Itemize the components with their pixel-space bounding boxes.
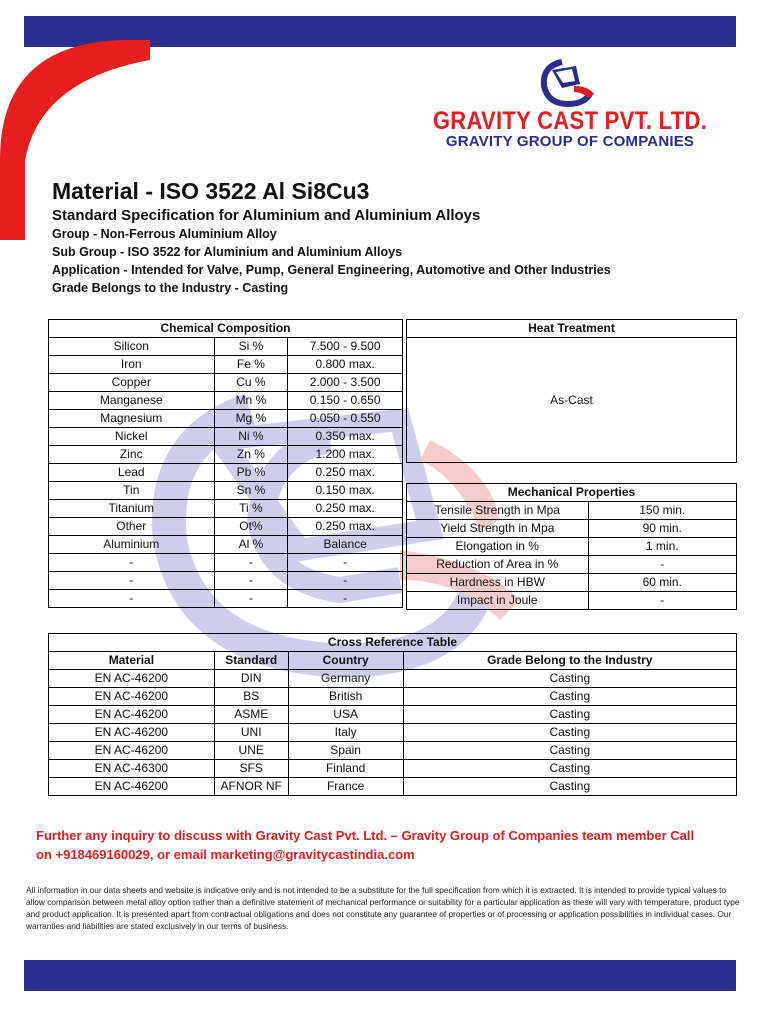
- cross-reference-row: [49, 724, 737, 742]
- cross-reference-row-cell: UNE: [214, 742, 288, 760]
- cross-reference-row-cell: France: [288, 778, 403, 796]
- chemical-row-cell: 0.350 max.: [288, 428, 403, 446]
- cross-reference-row: [49, 706, 737, 724]
- cross-reference-row-cell: Italy: [288, 724, 403, 742]
- chemical-row-cell: Aluminium: [49, 536, 215, 554]
- header-country: Country: [288, 652, 403, 670]
- chemical-row-cell: -: [49, 590, 215, 608]
- mechanical-properties-title: Mechanical Properties: [407, 484, 737, 502]
- mechanical-row-cell: 60 min.: [588, 574, 737, 592]
- mechanical-row-cell: Reduction of Area in %: [407, 556, 589, 574]
- cross-reference-row-cell: EN AC-46200: [49, 742, 215, 760]
- chemical-row-cell: Other: [49, 518, 215, 536]
- cross-reference-row: [49, 778, 737, 796]
- chemical-row: [49, 590, 403, 608]
- header-grade-industry: Grade Belong to the Industry: [403, 652, 736, 670]
- cross-reference-row-cell: Germany: [288, 670, 403, 688]
- chemical-row: [49, 482, 403, 500]
- chemical-row-cell: Si %: [214, 338, 288, 356]
- mechanical-row: [407, 502, 737, 520]
- cross-reference-row-cell: EN AC-46200: [49, 670, 215, 688]
- group-line: Group - Non-Ferrous Aluminium Alloy: [52, 227, 277, 241]
- cross-reference-row-cell: UNI: [214, 724, 288, 742]
- cross-reference-row-cell: USA: [288, 706, 403, 724]
- chemical-row-cell: Al %: [214, 536, 288, 554]
- heat-treatment-title: Heat Treatment: [407, 320, 737, 338]
- chemical-row: [49, 554, 403, 572]
- mechanical-row-cell: 90 min.: [588, 520, 737, 538]
- mechanical-row-cell: 150 min.: [588, 502, 737, 520]
- cross-reference-table: [48, 633, 737, 796]
- cross-reference-row-cell: Casting: [403, 670, 736, 688]
- chemical-row-cell: Ot%: [214, 518, 288, 536]
- chemical-composition-title: Chemical Composition: [49, 320, 403, 338]
- bottom-footer-band: [24, 960, 736, 991]
- company-name: GRAVITY CAST PVT. LTD.: [432, 106, 708, 135]
- sub-group-line: Sub Group - ISO 3522 for Aluminium and Aluminium Alloys: [52, 245, 403, 259]
- mechanical-row: [407, 592, 737, 610]
- chemical-row: [49, 518, 403, 536]
- chemical-row-cell: Copper: [49, 374, 215, 392]
- chemical-row-cell: 1.200 max.: [288, 446, 403, 464]
- chemical-row-cell: -: [49, 554, 215, 572]
- heat-treatment-table: [406, 319, 737, 463]
- chemical-row-cell: 2.000 - 3.500: [288, 374, 403, 392]
- chemical-row-cell: Nickel: [49, 428, 215, 446]
- mechanical-row: [407, 520, 737, 538]
- chemical-row-cell: Tin: [49, 482, 215, 500]
- chemical-row-cell: Ni %: [214, 428, 288, 446]
- chemical-row-cell: -: [288, 554, 403, 572]
- cross-reference-row-cell: BS: [214, 688, 288, 706]
- mechanical-row: [407, 556, 737, 574]
- mechanical-row-cell: Hardness in HBW: [407, 574, 589, 592]
- cross-reference-row-cell: EN AC-46300: [49, 760, 215, 778]
- cross-reference-row: [49, 688, 737, 706]
- chemical-row-cell: Pb %: [214, 464, 288, 482]
- gravity-cast-logo-icon: [538, 58, 598, 108]
- grade-industry-line: Grade Belongs to the Industry - Casting: [52, 281, 289, 295]
- chemical-row-cell: Balance: [288, 536, 403, 554]
- chemical-row-cell: Sn %: [214, 482, 288, 500]
- application-line: Application - Intended for Valve, Pump, General Engineering, Automotive and Other Industries: [52, 263, 611, 277]
- header-material: Material: [49, 652, 215, 670]
- chemical-row-cell: 0.250 max.: [288, 518, 403, 536]
- inquiry-line-1: Further any inquiry to discuss with Gravity Cast Pvt. Ltd. – Gravity Group of Companies team member Call: [36, 828, 695, 843]
- mechanical-row: [407, 538, 737, 556]
- cross-reference-row-cell: EN AC-46200: [49, 688, 215, 706]
- cross-reference-row: [49, 742, 737, 760]
- mechanical-row-cell: Yield Strength in Mpa: [407, 520, 589, 538]
- chemical-row-cell: Magnesium: [49, 410, 215, 428]
- chemical-row: [49, 446, 403, 464]
- chemical-row-cell: 0.250 max.: [288, 464, 403, 482]
- chemical-row: [49, 392, 403, 410]
- mechanical-row-cell: -: [588, 556, 737, 574]
- chemical-composition-table: [48, 319, 403, 608]
- inquiry-notice: [36, 826, 736, 864]
- cross-reference-row-cell: EN AC-46200: [49, 724, 215, 742]
- chemical-row-cell: Fe %: [214, 356, 288, 374]
- cross-reference-row-cell: SFS: [214, 760, 288, 778]
- cross-reference-row-cell: British: [288, 688, 403, 706]
- header-standard: Standard: [214, 652, 288, 670]
- chemical-row: [49, 338, 403, 356]
- chemical-row-cell: Manganese: [49, 392, 215, 410]
- mechanical-row: [407, 574, 737, 592]
- cross-reference-row-cell: EN AC-46200: [49, 706, 215, 724]
- material-title: Material - ISO 3522 Al Si8Cu3: [52, 178, 370, 204]
- cross-reference-row-cell: Casting: [403, 688, 736, 706]
- chemical-row-cell: 0.800 max.: [288, 356, 403, 374]
- chemical-row-cell: Titanium: [49, 500, 215, 518]
- chemical-row-cell: Zn %: [214, 446, 288, 464]
- cross-reference-row-cell: EN AC-46200: [49, 778, 215, 796]
- cross-reference-row-cell: DIN: [214, 670, 288, 688]
- mechanical-properties-table: [406, 483, 737, 610]
- chemical-row-cell: -: [214, 572, 288, 590]
- chemical-row-cell: Iron: [49, 356, 215, 374]
- chemical-row: [49, 428, 403, 446]
- chemical-row-cell: Ti %: [214, 500, 288, 518]
- cross-reference-row-cell: ASME: [214, 706, 288, 724]
- cross-reference-row: [49, 760, 737, 778]
- mechanical-row-cell: -: [588, 592, 737, 610]
- disclaimer-text: All information in our data sheets and website is indicative only and is not intended to be a substitute for the full specification from which it is extracted. It is intended to provide typical values to allow comparison between metal alloy option rather than a definitive statement of mechanical performance or suitability for a particular application as these will vary with temperature, product type and product application. It is presented apart from contractual obligations and does not constitute any guarantee of properties or of processing or application possibilities in individual cases. Our warranties and liabilities are stated exclusively in our terms of business.: [26, 885, 740, 931]
- chemical-row-cell: 0.050 - 0.550: [288, 410, 403, 428]
- cross-reference-row-cell: Spain: [288, 742, 403, 760]
- chemical-row-cell: Silicon: [49, 338, 215, 356]
- cross-reference-row-cell: Casting: [403, 760, 736, 778]
- chemical-row-cell: 0.150 - 0.650: [288, 392, 403, 410]
- chemical-row: [49, 356, 403, 374]
- cross-reference-row-cell: Finland: [288, 760, 403, 778]
- chemical-row-cell: Mg %: [214, 410, 288, 428]
- chemical-row-cell: 0.250 max.: [288, 500, 403, 518]
- mechanical-row-cell: Elongation in %: [407, 538, 589, 556]
- chemical-row-cell: -: [214, 590, 288, 608]
- chemical-row-cell: Lead: [49, 464, 215, 482]
- chemical-row-cell: -: [49, 572, 215, 590]
- chemical-row-cell: -: [288, 590, 403, 608]
- chemical-row-cell: Mn %: [214, 392, 288, 410]
- specification-title: Standard Specification for Aluminium and Aluminium Alloys: [52, 207, 481, 224]
- cross-reference-title: Cross Reference Table: [49, 634, 737, 652]
- cross-reference-row-cell: AFNOR NF: [214, 778, 288, 796]
- chemical-row: [49, 374, 403, 392]
- cross-reference-row: [49, 670, 737, 688]
- chemical-row: [49, 410, 403, 428]
- chemical-row: [49, 572, 403, 590]
- chemical-row-cell: -: [288, 572, 403, 590]
- mechanical-row-cell: Impact in Joule: [407, 592, 589, 610]
- chemical-row: [49, 536, 403, 554]
- company-group-name: GRAVITY GROUP OF COMPANIES: [445, 133, 695, 150]
- cross-reference-row-cell: Casting: [403, 742, 736, 760]
- cross-reference-row-cell: Casting: [403, 706, 736, 724]
- chemical-row: [49, 500, 403, 518]
- heat-treatment-value: As-Cast: [407, 338, 737, 463]
- chemical-row-cell: 0.150 max.: [288, 482, 403, 500]
- mechanical-row-cell: Tensile Strength in Mpa: [407, 502, 589, 520]
- inquiry-line-2: on +918469160029, or email marketing@gravitycastindia.com: [36, 847, 415, 862]
- cross-reference-row-cell: Casting: [403, 724, 736, 742]
- chemical-row-cell: 7.500 - 9.500: [288, 338, 403, 356]
- mechanical-row-cell: 1 min.: [588, 538, 737, 556]
- chemical-row-cell: Cu %: [214, 374, 288, 392]
- chemical-row: [49, 464, 403, 482]
- chemical-row-cell: Zinc: [49, 446, 215, 464]
- cross-reference-row-cell: Casting: [403, 778, 736, 796]
- chemical-row-cell: -: [214, 554, 288, 572]
